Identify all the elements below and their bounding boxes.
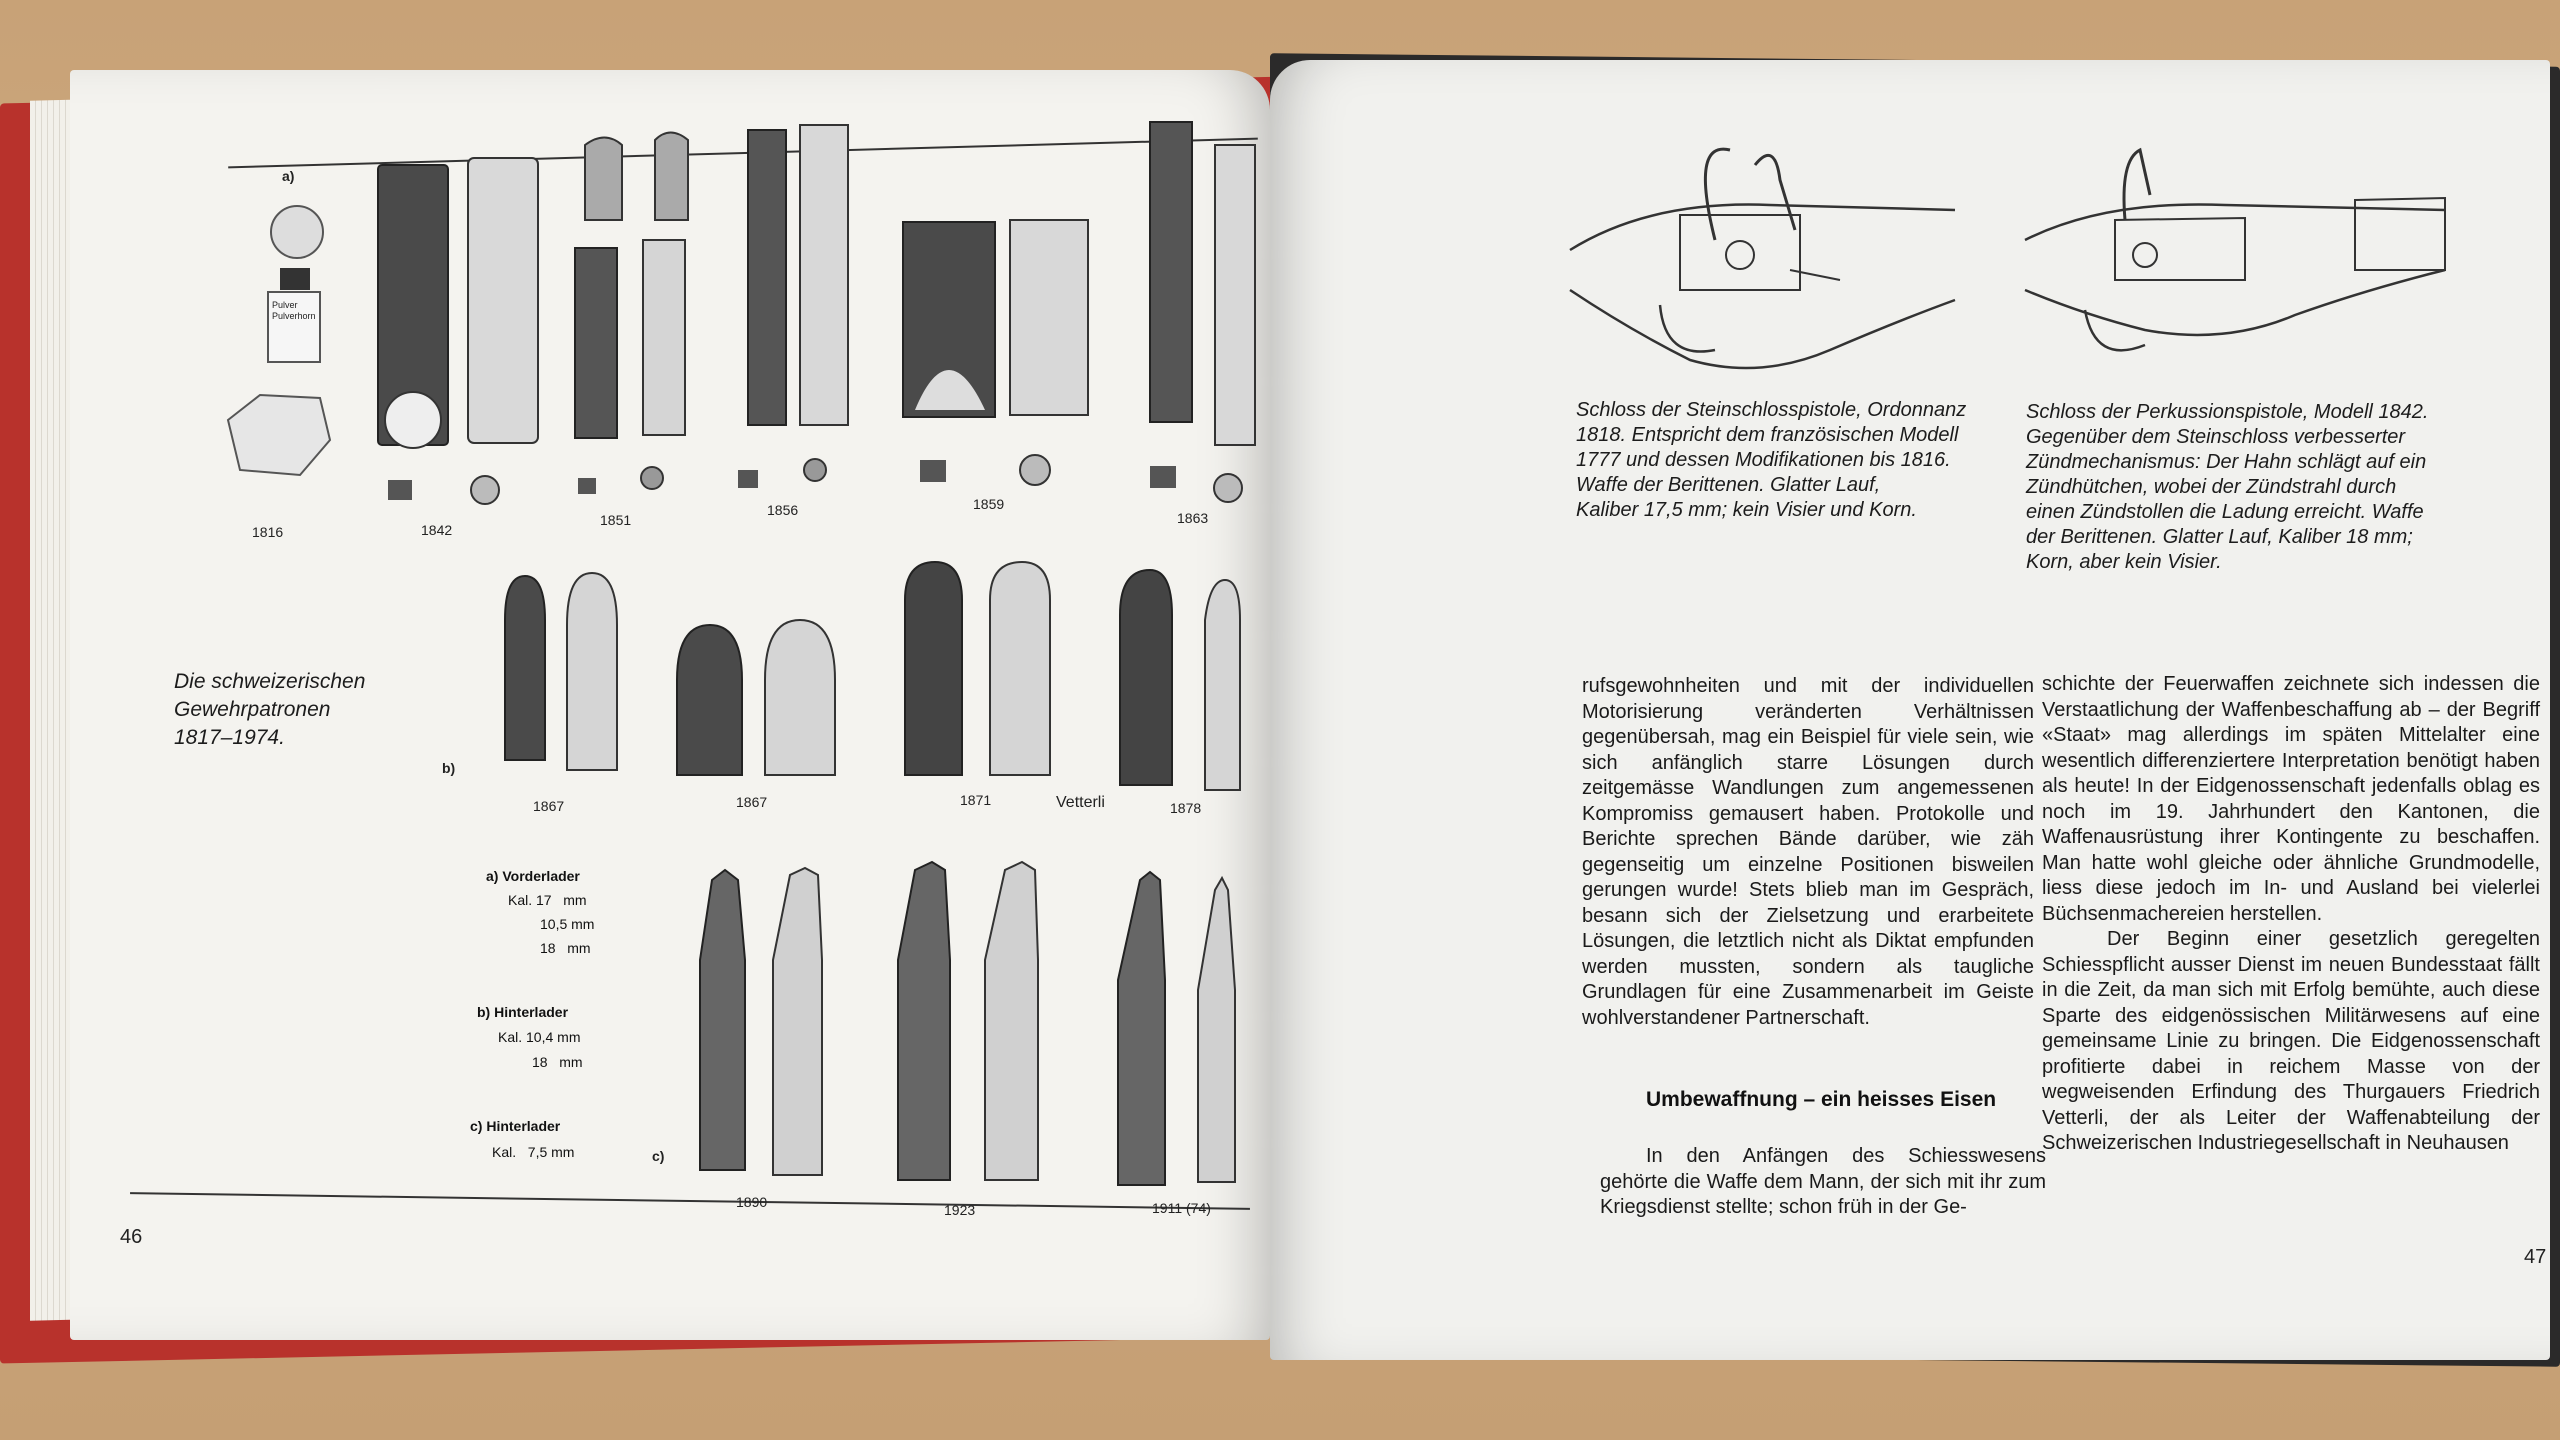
year-1859: 1859: [973, 496, 1005, 512]
year-1856: 1856: [767, 502, 799, 518]
year-1842: 1842: [421, 522, 453, 538]
legend-a-line2: 10,5 mm: [540, 916, 595, 932]
section-heading: Umbewaffnung – ein heisses Eisen: [1646, 1088, 1997, 1111]
year-1871: 1871: [960, 792, 992, 808]
page-number-left: 46: [120, 1226, 143, 1248]
cartridge-1911b: [1198, 878, 1235, 1182]
flintlock-illustration: [1570, 120, 1990, 380]
caption-swiss-cartridges: Die schweizerischen Gewehrpatronen 1817–1974.: [174, 670, 366, 749]
cartridge-1923b: [985, 862, 1038, 1180]
year-1867b: 1867: [736, 794, 768, 810]
cartridge-1911a: [1118, 872, 1165, 1185]
legend-a-line3: 18 mm: [540, 940, 591, 956]
legend-c-line1: Kal. 7,5 mm: [492, 1144, 575, 1160]
cartridge-1890a: [700, 870, 745, 1170]
row-c-label: c): [652, 1148, 665, 1164]
legend-b-line1: Kal. 10,4 mm: [498, 1029, 581, 1045]
body-column-1b: In den Anfängen des Schiesswesens gehörte die Waffe dem Mann, der sich mit ihr zum Kriegsdienst stellte; schon früh in der Ge-: [1600, 1145, 2046, 1218]
caption-flintlock: Schloss der Steinschlosspistole, Ordonnanz 1818. Entspricht dem französischen Modell 1777 und dessen Modifikationen bis 1816. Waffe der Berittenen. Glatter Lauf, Kaliber 17,5 mm; kein Visier und Korn.: [1576, 399, 1967, 521]
year-1816: 1816: [252, 524, 284, 540]
cartridge-1923a: [898, 862, 950, 1180]
year-1911-74: 1911 (74): [1152, 1200, 1211, 1216]
legend-c-title: c) Hinterlader: [470, 1118, 561, 1134]
year-1890: 1890: [736, 1194, 768, 1210]
legend-b-title: b) Hinterlader: [477, 1004, 569, 1020]
powder-label: Pulver Pulverhorn: [272, 300, 316, 321]
percussion-illustration: [2025, 140, 2465, 380]
year-1863: 1863: [1177, 510, 1209, 526]
legend-a-line1: Kal. 17 mm: [508, 892, 587, 908]
legend-a-title: a) Vorderlader: [486, 868, 580, 884]
body-column-1: rufsgewohnheiten und mit der individuellen Motorisierung veränderten Verhältnissen gegenübersah, mag ein Beispiel für viele sein, wie sich anfänglich starre Lösungen durch zeitgemässe Wandlungen zum angemessenen Kompromiss gemausert haben. Protokolle und Berichte sprechen Bände darüber, wie zäh gegenseitig um einzelne Positionen bisweilen gerungen wurde! Stets blieb man im Gespräch, besann sich der Zielsetzung und erarbeitete Lösungen, die letztlich nicht als Diktat empfunden werden mussten, sondern als taugliche Grundlagen für eine Zusammenarbeit im Geiste wohlverstandener Partnerschaft.: [1582, 675, 2034, 1029]
year-1851: 1851: [600, 512, 632, 528]
caption-percussion: Schloss der Perkussionspistole, Modell 1842. Gegenüber dem Steinschloss verbesserter Zündmechanismus: Der Hahn schlägt auf ein Zündhütchen, wobei der Zündstrahl durch einen Zündstollen die Ladung erreicht. Waffe der Berittenen. Glatter Lauf, Kaliber 18 mm; Korn, aber kein Visier.: [2026, 401, 2429, 573]
legend-b-line2: 18 mm: [532, 1054, 583, 1070]
cartridge-1890b: [773, 868, 822, 1175]
year-1867a: 1867: [533, 798, 565, 814]
year-1878: 1878: [1170, 800, 1202, 816]
row-c-illustrations: [0, 0, 1260, 1220]
row-b-label: b): [442, 760, 456, 776]
year-1923: 1923: [944, 1202, 976, 1218]
row-a-label: a): [282, 168, 295, 184]
label-vetterli: Vetterli: [1056, 794, 1105, 811]
body-column-2: schichte der Feuerwaffen zeichnete sich indessen die Verstaatlichung der Waffenbeschaffung ab – der Begriff «Staat» mag allerdings im späten Mittelalter eine wesentlich differenziertere Interpretation benötigt haben als heute! In der Eidgenossenschaft jedenfalls oblag es noch im 19. Jahrhundert den Kantonen, die Waffenausrüstung ihrer Kontingente zu beschaffen. Man hatte wohl gleiche oder ähnliche Grundmodelle, liess diese jedoch im In- und Ausland bei vielerlei Büchsenmachereien herstellen. Der Beginn einer gesetzlich geregelten Schiesspflicht ausser Dienst im neuen Bundesstaat fällt in die Zeit, da man sich mit Erfolg bemühte, auch diese Sparte des eidgenössischen Militärwesens auf eine gemeinsame Linie zu bringen. Die Eidgenossenschaft profitierte dabei in reichem Masse von der wegweisenden Erfindung des Thurgauers Friedrich Vetterli, der als Leiter der Waffenabteilung der Schweizerischen Industriegesellschaft in Neuhausen: [2042, 673, 2540, 1154]
page-number-right: 47: [2524, 1246, 2547, 1268]
